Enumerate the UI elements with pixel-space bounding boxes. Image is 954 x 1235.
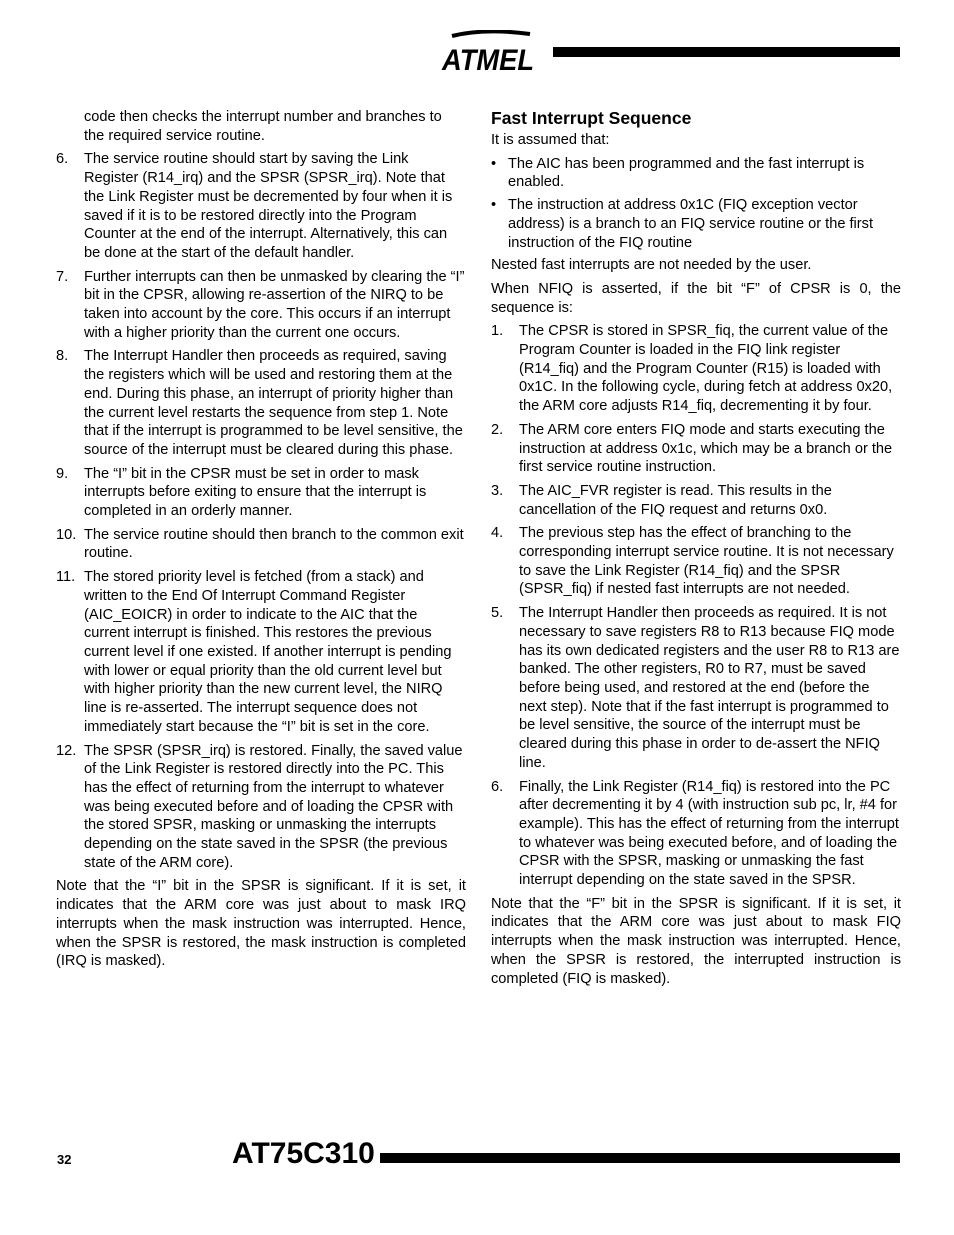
- note-paragraph: Note that the “I” bit in the SPSR is significant. If it is set, it indicates that the ARM core was just about to mask IRQ interrupts when the mask instruction was interrupted. Hence, when the SPSR is restored, the mask instruction is completed (IRQ is masked).: [56, 878, 466, 970]
- svg-text:ATMEL: ATMEL: [441, 44, 534, 76]
- list-item: [56, 568, 466, 736]
- bullet-text: The instruction at address 0x1C (FIQ exception vector address) is a branch to an FIQ service routine or the first instruction of the FIQ routine: [508, 197, 874, 251]
- list-item: [491, 421, 901, 477]
- note-paragraph: Note that the “F” bit in the SPSR is significant. If it is set, it indicates that the ARM core was just about to mask FIQ interrupts when the mask instruction was interrupted. Hence, when the SPSR is restored, the interrupted instruction is completed (FIQ is masked).: [491, 895, 901, 987]
- item-number: 3.: [491, 482, 504, 499]
- list-item: [56, 150, 466, 262]
- item-text: Further interrupts can then be unmasked by clearing the “I” bit in the CPSR, allowing re-assertion of the NIRQ to be taken into account by the core. This occurs if an interrupt with a higher priority than the current one occurs.: [84, 268, 465, 341]
- item-text: Finally, the Link Register (R14_fiq) is restored into the PC after decrementing it by 4 (with instruction sub pc, lr, #4 for example). This has the effect of returning from the interrupt to whatever was being executed before, and of loading the CPSR with the SPSR, masking or unmasking the fast interrupt depending on the state saved in the SPSR.: [519, 778, 899, 889]
- list-item: [56, 465, 466, 521]
- section-heading: Fast Interrupt Sequence: [491, 108, 692, 128]
- item-number: 12.: [56, 742, 77, 759]
- item-number: 8.: [56, 348, 69, 365]
- bullet-text: The AIC has been programmed and the fast interrupt is enabled.: [508, 155, 865, 191]
- header-rule: [553, 47, 900, 57]
- item-number: 11.: [56, 569, 76, 586]
- item-number: 9.: [56, 465, 69, 482]
- list-item: [491, 322, 901, 416]
- bullet-marker: •: [491, 197, 497, 214]
- item-number: 4.: [491, 525, 504, 542]
- item-number: 6.: [56, 151, 69, 168]
- bullet-item: [491, 155, 901, 192]
- item-number: 6.: [491, 778, 504, 795]
- intro-paragraph: code then checks the interrupt number and branches to the required service routine.: [84, 109, 442, 144]
- item-number: 1.: [491, 323, 504, 340]
- footer-rule: [380, 1153, 900, 1163]
- item-text: The CPSR is stored in SPSR_fiq, the current value of the Program Counter is loaded in the FIQ link register (R14_fiq) and the Program Counter (R15) is loaded with 0x1C. In the following cycle, during fetch at address 0x20, the ARM core adjusts R14_fiq, decrementing it by four.: [519, 323, 893, 415]
- item-number: 2.: [491, 421, 504, 438]
- item-text: The “I” bit in the CPSR must be set in order to mask interrupts before exiting to ensure that the interrupt is completed in an orderly manner.: [84, 465, 427, 520]
- nested-paragraph: Nested fast interrupts are not needed by the user.: [491, 257, 812, 274]
- item-text: The SPSR (SPSR_irq) is restored. Finally, the saved value of the Link Register is restored directly into the PC. This has the effect of returning from the interrupt to whatever was being executed before and of loading the CPSR with the stored SPSR, masking or unmasking the interrupts depending on the state saved in the SPSR (the previous state of the ARM core).: [84, 742, 463, 871]
- sequence-intro: When NFIQ is asserted, if the bit “F” of CPSR is 0, the sequence is:: [491, 280, 901, 316]
- item-number: 10.: [56, 526, 77, 543]
- right-column: [491, 108, 901, 993]
- item-text: The service routine should start by saving the Link Register (R14_irq) and the SPSR (SPSR_irq). Note that the Link Register must be decremented by four when it is saved if it is to be restored directly into the Program Counter at the end of the interrupt. Alternatively, this can be done at the start of the default handler.: [84, 151, 453, 261]
- list-item: [491, 778, 901, 890]
- list-item: [56, 347, 466, 459]
- item-number: 7.: [56, 268, 69, 285]
- bullet-marker: •: [491, 155, 497, 172]
- page-number: 32: [57, 1152, 72, 1167]
- list-item: [491, 604, 901, 772]
- list-item: [491, 482, 901, 519]
- item-text: The stored priority level is fetched (from a stack) and written to the End Of Interrupt Command Register (AIC_EOICR) in order to indicate to the AIC that the current interrupt is finished. This restores the previous current level if one existed. If another interrupt is pending with lower or equal priority than the old current level but with higher priority than the new current level, the NIRQ line is re-asserted. The interrupt sequence does not immediately start because the “I” bit is set in the core.: [84, 569, 452, 735]
- item-text: The Interrupt Handler then proceeds as required. It is not necessary to save registers R8 to R13 because FIQ mode has its own dedicated registers and the user R8 to R13 are banked. The other registers, R0 to R7, must be saved before being used, and restored at the end (before the next step). Note that if the fast interrupt is programmed to be level sensitive, the source of the interrupt must be cleared during this phase in order to de-assert the NFIQ line.: [519, 605, 900, 771]
- left-column: [56, 108, 466, 976]
- document-title: AT75C310: [232, 1137, 375, 1170]
- atmel-logo: [440, 30, 537, 76]
- bullet-item: [491, 196, 901, 252]
- item-text: The service routine should then branch to the common exit routine.: [84, 526, 464, 562]
- item-text: The AIC_FVR register is read. This results in the cancellation of the FIQ request and returns 0x0.: [519, 482, 832, 518]
- item-text: The previous step has the effect of branching to the corresponding interrupt service routine. It is not necessary to save the Link Register (R14_fiq) and the SPSR (SPSR_fiq) if nested fast interrupts are not needed.: [519, 525, 894, 598]
- list-item: [56, 742, 466, 873]
- assumption-intro: It is assumed that:: [491, 132, 610, 148]
- list-item: [491, 524, 901, 599]
- item-text: The Interrupt Handler then proceeds as required, saving the registers which will be used and restoring them at the end. During this phase, an interrupt of priority higher than the current level restarts the sequence from step 1. Note that if the interrupt is programmed to be level sensitive, the source of the interrupt must be cleared during this phase.: [84, 348, 463, 458]
- item-number: 5.: [491, 605, 504, 622]
- item-text: The ARM core enters FIQ mode and starts executing the instruction at address 0x1c, which may be a branch or the first service routine instruction.: [519, 421, 893, 476]
- list-item: [56, 268, 466, 343]
- list-item: [56, 526, 466, 563]
